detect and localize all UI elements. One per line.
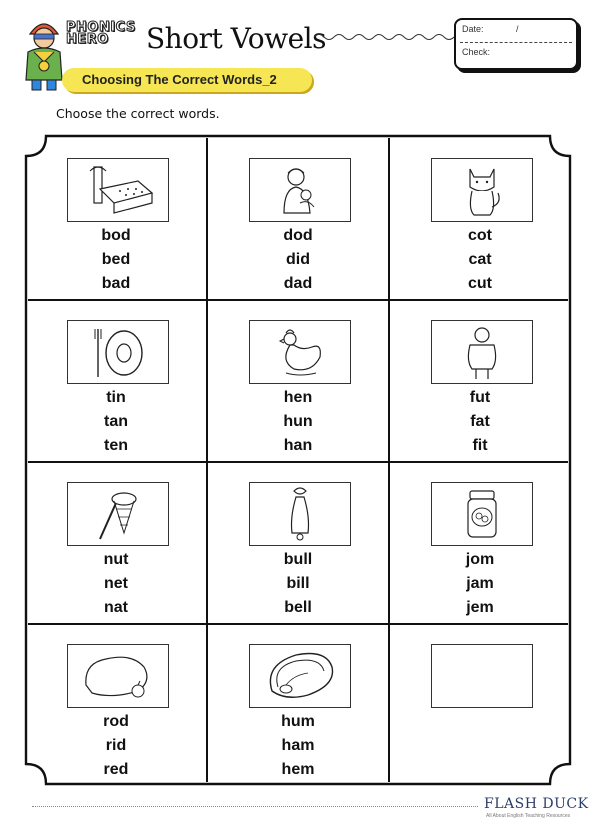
word-option[interactable]: nut <box>103 551 129 568</box>
cat-icon <box>432 159 532 221</box>
word-option[interactable]: nat <box>104 599 128 616</box>
word-option[interactable]: fat <box>470 413 490 430</box>
word-options <box>207 710 389 782</box>
instruction-text: Choose the correct words. <box>56 106 220 121</box>
picture-frame <box>67 482 169 546</box>
subtitle-banner <box>62 68 312 92</box>
word-option[interactable]: did <box>286 251 310 268</box>
word-options <box>207 548 389 620</box>
picture-frame <box>431 644 533 708</box>
date-slash: / <box>516 24 519 34</box>
word-option[interactable]: han <box>283 437 313 454</box>
word-option[interactable]: ham <box>281 737 315 754</box>
picture-frame <box>67 320 169 384</box>
date-label: Date: <box>462 24 484 34</box>
word-option[interactable]: ten <box>104 437 128 454</box>
bell-icon <box>250 483 350 545</box>
picture-frame <box>249 158 351 222</box>
word-option[interactable]: dod <box>283 227 313 244</box>
word-option[interactable]: cat <box>468 251 492 268</box>
picture-frame <box>431 482 533 546</box>
net-icon <box>68 483 168 545</box>
dad-icon <box>250 159 350 221</box>
word-cell-jam <box>389 462 571 625</box>
ham-icon <box>250 645 350 707</box>
word-option[interactable]: hum <box>281 713 315 730</box>
wavy-divider-icon <box>314 30 454 44</box>
word-option[interactable]: bull <box>283 551 313 568</box>
hen-icon <box>250 321 350 383</box>
word-option[interactable]: bill <box>286 575 310 592</box>
word-options <box>25 710 207 782</box>
word-cell-bed <box>25 138 207 301</box>
word-cell-hen <box>207 300 389 463</box>
word-option[interactable]: hem <box>281 761 315 778</box>
word-cell-blank <box>389 624 571 787</box>
word-option[interactable]: fut <box>469 389 491 406</box>
word-option[interactable]: hun <box>283 413 313 430</box>
word-cell-dad <box>207 138 389 301</box>
word-option[interactable]: net <box>104 575 128 592</box>
word-cell-net <box>25 462 207 625</box>
word-option[interactable]: jam <box>466 575 494 592</box>
word-cell-ham <box>207 624 389 787</box>
word-option[interactable]: hen <box>283 389 313 406</box>
word-option[interactable]: tin <box>106 389 126 406</box>
picture-frame <box>249 482 351 546</box>
fat-man-icon <box>432 321 532 383</box>
word-options <box>389 548 571 620</box>
flash-duck-tagline: All About English Teaching Resources <box>486 813 571 819</box>
rock-icon <box>68 645 168 707</box>
word-cell-cat <box>389 138 571 301</box>
tin-donut-icon <box>68 321 168 383</box>
bed-icon <box>68 159 168 221</box>
word-options <box>207 224 389 296</box>
picture-frame <box>249 644 351 708</box>
word-options <box>25 386 207 458</box>
worksheet-title: Short Vowels <box>146 22 326 55</box>
jam-jar-icon <box>432 483 532 545</box>
word-options <box>25 548 207 620</box>
word-option[interactable]: cut <box>468 275 492 292</box>
picture-frame <box>431 158 533 222</box>
footer-divider <box>32 806 478 807</box>
word-option[interactable]: bod <box>101 227 131 244</box>
word-options <box>25 224 207 296</box>
word-options <box>207 386 389 458</box>
phonics-hero-mascot-icon <box>22 14 66 92</box>
word-option[interactable]: fit <box>472 437 488 454</box>
word-option[interactable]: red <box>103 761 129 778</box>
word-option[interactable]: jem <box>466 599 494 616</box>
logo-line-2: HERO <box>66 32 109 47</box>
date-check-box <box>454 18 578 70</box>
picture-frame <box>67 644 169 708</box>
word-option[interactable]: tan <box>104 413 128 430</box>
phonics-hero-logo <box>66 22 136 46</box>
picture-frame <box>249 320 351 384</box>
subtitle-text: Choosing The Correct Words_2 <box>82 72 277 87</box>
word-option[interactable]: rid <box>105 737 127 754</box>
check-label: Check: <box>462 47 491 57</box>
word-option[interactable]: bed <box>101 251 131 268</box>
word-option[interactable]: bell <box>284 599 312 616</box>
word-option[interactable]: dad <box>283 275 313 292</box>
word-cell-fat <box>389 300 571 463</box>
date-divider <box>460 42 572 43</box>
word-cell-bell <box>207 462 389 625</box>
word-options <box>389 224 571 296</box>
picture-frame <box>67 158 169 222</box>
word-option[interactable]: bad <box>101 275 131 292</box>
word-option[interactable]: cot <box>468 227 492 244</box>
flash-duck-logo: FLASH DUCK <box>484 796 589 812</box>
word-option[interactable]: jom <box>465 551 495 568</box>
answer-grid <box>24 134 572 786</box>
word-option[interactable]: rod <box>103 713 129 730</box>
word-cell-tin <box>25 300 207 463</box>
logo-line-1: PHONICS <box>66 20 136 35</box>
word-cell-rock <box>25 624 207 787</box>
word-options <box>389 386 571 458</box>
picture-frame <box>431 320 533 384</box>
